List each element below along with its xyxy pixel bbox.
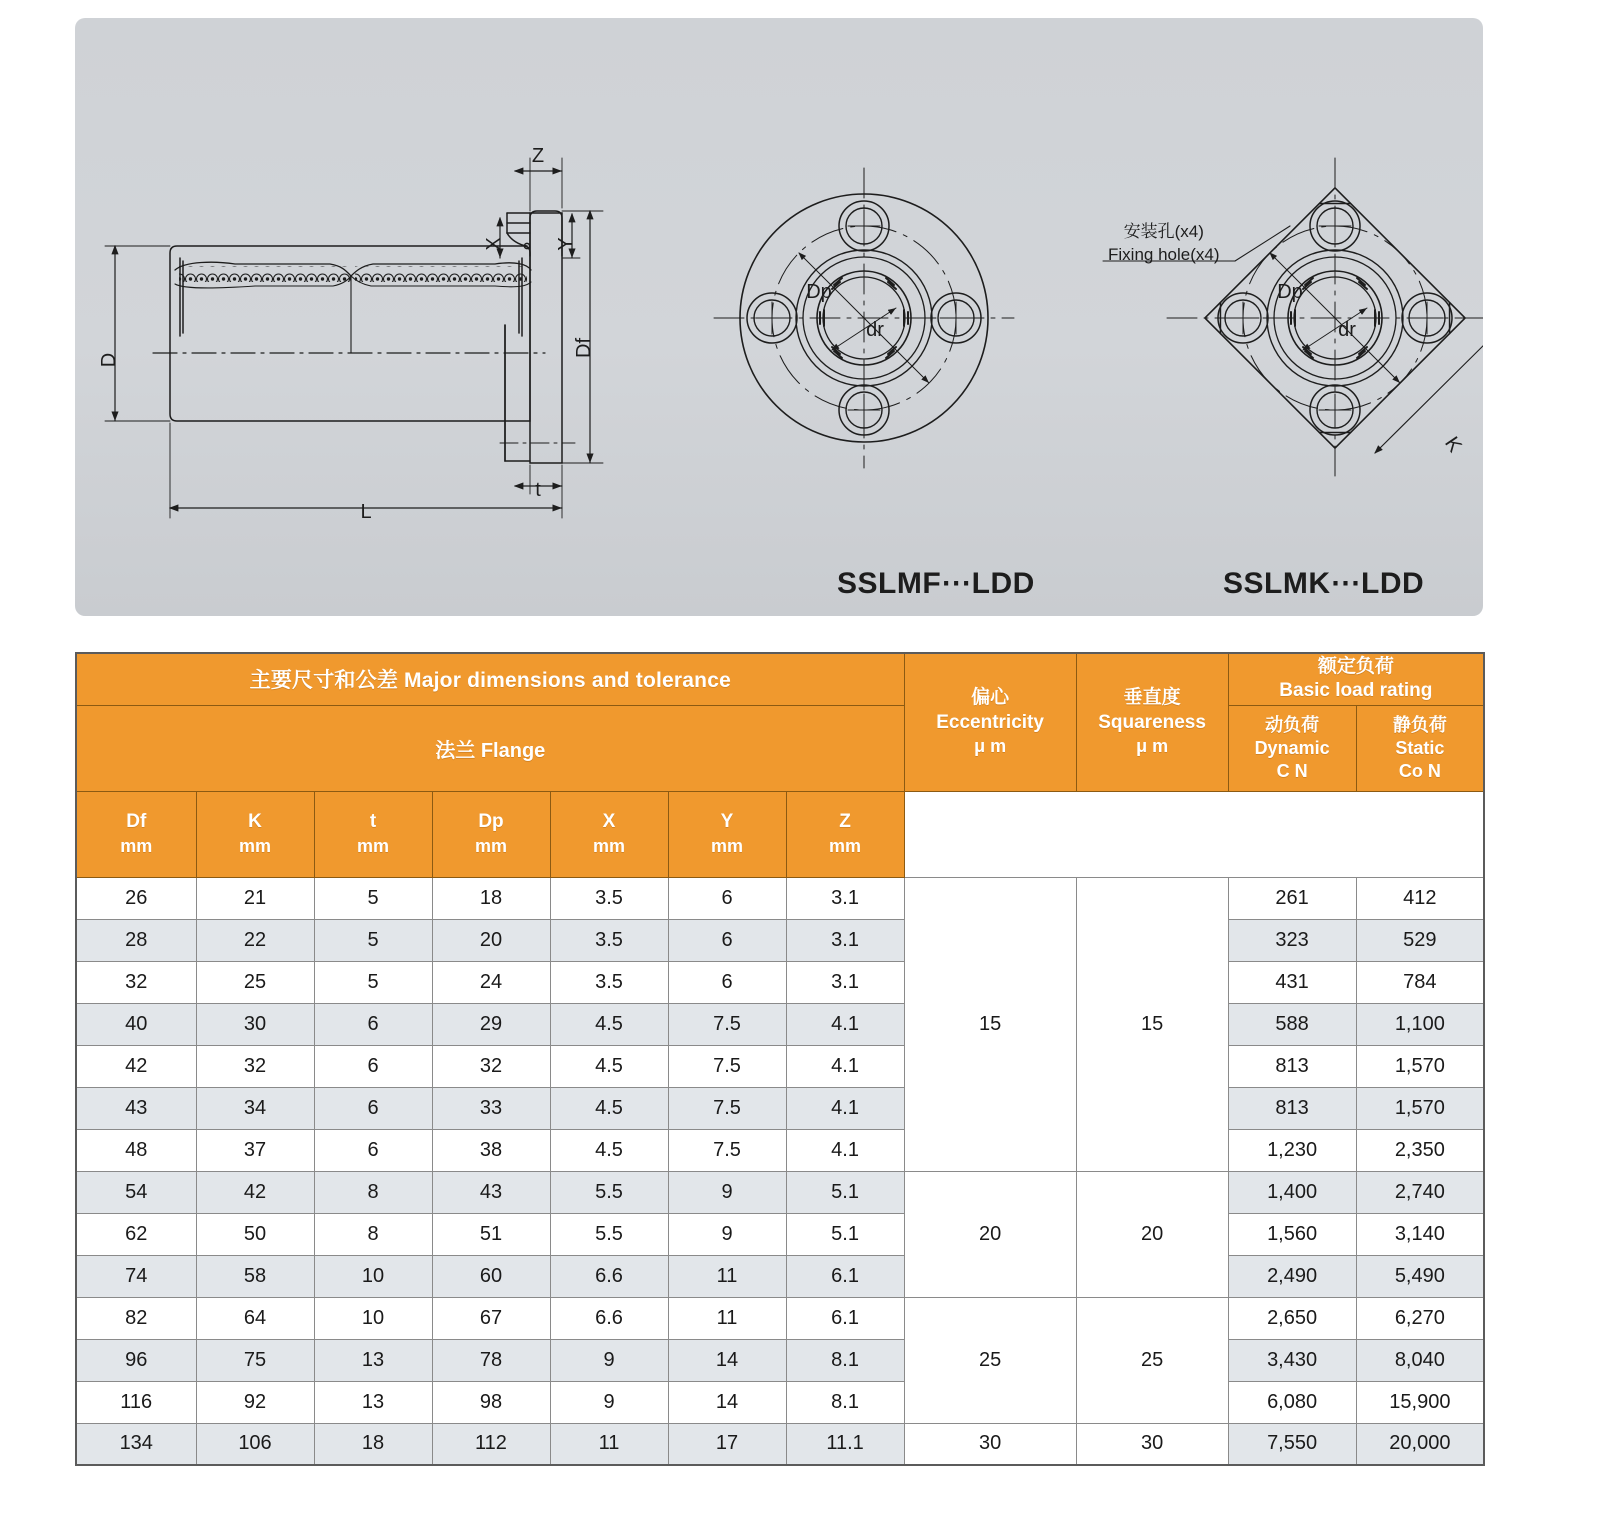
cell-k: 106: [196, 1423, 314, 1465]
cell-dp: 29: [432, 1003, 550, 1045]
column-header-unit: mm: [238, 835, 271, 856]
load-rating-label-en: Basic load rating: [1279, 680, 1433, 702]
cell-df: 28: [76, 919, 196, 961]
cell-static-load: 529: [1356, 919, 1484, 961]
cell-squareness: 20: [1076, 1171, 1228, 1297]
cell-squareness: 30: [1076, 1423, 1228, 1465]
cell-k: 37: [196, 1129, 314, 1171]
cell-t: 6: [314, 1087, 432, 1129]
cell-x: 6.6: [550, 1297, 668, 1339]
cell-x: 11: [550, 1423, 668, 1465]
table-row: [76, 1087, 1484, 1129]
dim-label-t: t: [535, 479, 541, 501]
cell-k: 64: [196, 1297, 314, 1339]
cell-z: 5.1: [786, 1213, 904, 1255]
table-row: [76, 1129, 1484, 1171]
table-body: [76, 877, 1484, 1465]
cell-dp: 43: [432, 1171, 550, 1213]
cell-dynamic-load: 3,430: [1228, 1339, 1356, 1381]
dim-label-K: K: [1440, 432, 1466, 457]
cell-z: 6.1: [786, 1297, 904, 1339]
cell-df: 54: [76, 1171, 196, 1213]
cell-static-load: 784: [1356, 961, 1484, 1003]
column-header-name: Df: [126, 811, 147, 833]
header-basic-load-rating: [1228, 653, 1484, 705]
drawing-svg: [75, 18, 1483, 616]
cell-dp: 20: [432, 919, 550, 961]
cell-y: 7.5: [668, 1129, 786, 1171]
cell-df: 82: [76, 1297, 196, 1339]
column-header-z: [786, 791, 904, 877]
cell-dynamic-load: 588: [1228, 1003, 1356, 1045]
cell-z: 4.1: [786, 1003, 904, 1045]
column-header-name: Y: [720, 811, 734, 833]
cell-static-load: 412: [1356, 877, 1484, 919]
cell-k: 30: [196, 1003, 314, 1045]
column-header-x: [550, 791, 668, 877]
header-row-1: [76, 653, 1484, 705]
cell-x: 4.5: [550, 1129, 668, 1171]
specification-table: [75, 652, 1485, 1466]
cell-t: 10: [314, 1297, 432, 1339]
cell-z: 3.1: [786, 961, 904, 1003]
cell-x: 3.5: [550, 919, 668, 961]
header-squareness: [1076, 653, 1228, 791]
cell-static-load: 1,570: [1356, 1045, 1484, 1087]
cell-eccentricity: 15: [904, 877, 1076, 1171]
cell-dynamic-load: 813: [1228, 1087, 1356, 1129]
column-header-unit: mm: [120, 835, 153, 856]
model-label-sslmf: SSLMF⋯LDD: [837, 567, 1035, 600]
column-header-t: [314, 791, 432, 877]
cell-x: 9: [550, 1339, 668, 1381]
column-header-df: [76, 791, 196, 877]
cell-y: 9: [668, 1171, 786, 1213]
header-flange-group: 法兰 Flange: [76, 705, 904, 791]
cell-t: 13: [314, 1381, 432, 1423]
cell-dynamic-load: 261: [1228, 877, 1356, 919]
cell-df: 48: [76, 1129, 196, 1171]
cell-z: 11.1: [786, 1423, 904, 1465]
cell-dp: 112: [432, 1423, 550, 1465]
cell-dynamic-load: 1,400: [1228, 1171, 1356, 1213]
cell-y: 6: [668, 961, 786, 1003]
cell-df: 32: [76, 961, 196, 1003]
cell-static-load: 15,900: [1356, 1381, 1484, 1423]
cell-z: 4.1: [786, 1129, 904, 1171]
cell-k: 42: [196, 1171, 314, 1213]
cell-squareness: 15: [1076, 877, 1228, 1171]
dim-label-X: X: [483, 237, 505, 251]
cell-t: 6: [314, 1129, 432, 1171]
cell-z: 3.1: [786, 877, 904, 919]
table-row: [76, 1381, 1484, 1423]
cell-dp: 51: [432, 1213, 550, 1255]
cell-dynamic-load: 323: [1228, 919, 1356, 961]
column-header-name: X: [602, 811, 616, 833]
cell-t: 8: [314, 1171, 432, 1213]
cell-df: 40: [76, 1003, 196, 1045]
cell-t: 5: [314, 961, 432, 1003]
cell-t: 13: [314, 1339, 432, 1381]
cell-y: 7.5: [668, 1003, 786, 1045]
cell-x: 3.5: [550, 961, 668, 1003]
cell-dp: 60: [432, 1255, 550, 1297]
table-row: [76, 961, 1484, 1003]
dim-label-Df: Df: [573, 338, 595, 358]
technical-drawing-panel: [75, 18, 1483, 616]
cell-k: 92: [196, 1381, 314, 1423]
squareness-unit: μ m: [1136, 736, 1169, 757]
cell-y: 17: [668, 1423, 786, 1465]
cell-dynamic-load: 813: [1228, 1045, 1356, 1087]
column-header-name: K: [248, 811, 262, 833]
cell-df: 43: [76, 1087, 196, 1129]
cell-dp: 38: [432, 1129, 550, 1171]
table-row: [76, 919, 1484, 961]
column-header-dp: [432, 791, 550, 877]
cell-k: 32: [196, 1045, 314, 1087]
cell-df: 74: [76, 1255, 196, 1297]
cell-static-load: 8,040: [1356, 1339, 1484, 1381]
cell-dp: 32: [432, 1045, 550, 1087]
cell-x: 9: [550, 1381, 668, 1423]
fixing-hole-label-cn: 安装孔(x4): [1123, 222, 1204, 241]
table-row: [76, 1339, 1484, 1381]
table-row: [76, 1255, 1484, 1297]
column-header-unit: mm: [356, 835, 389, 856]
cell-static-load: 3,140: [1356, 1213, 1484, 1255]
squareness-label-en: Squareness: [1098, 711, 1206, 733]
cell-dp: 67: [432, 1297, 550, 1339]
cell-eccentricity: 30: [904, 1423, 1076, 1465]
cell-y: 11: [668, 1255, 786, 1297]
cell-dynamic-load: 1,230: [1228, 1129, 1356, 1171]
header-major-dimensions: 主要尺寸和公差 Major dimensions and tolerance: [76, 653, 904, 705]
cell-k: 22: [196, 919, 314, 961]
cell-static-load: 6,270: [1356, 1297, 1484, 1339]
cell-k: 58: [196, 1255, 314, 1297]
cell-static-load: 1,570: [1356, 1087, 1484, 1129]
table-row: [76, 1297, 1484, 1339]
cell-t: 10: [314, 1255, 432, 1297]
cell-z: 6.1: [786, 1255, 904, 1297]
cell-dynamic-load: 6,080: [1228, 1381, 1356, 1423]
dim-label-dr-square: dr: [1338, 319, 1356, 341]
table-row: [76, 877, 1484, 919]
dim-label-D: D: [98, 352, 120, 368]
cell-static-load: 20,000: [1356, 1423, 1484, 1465]
column-header-unit: mm: [592, 835, 625, 856]
cell-dynamic-load: 2,490: [1228, 1255, 1356, 1297]
cell-z: 4.1: [786, 1045, 904, 1087]
cell-y: 14: [668, 1339, 786, 1381]
cell-df: 96: [76, 1339, 196, 1381]
dim-label-Dp-square: Dp: [1277, 281, 1303, 303]
cell-dp: 24: [432, 961, 550, 1003]
cell-z: 3.1: [786, 919, 904, 961]
column-header-name: Z: [839, 811, 851, 833]
dim-label-Y: Y: [555, 237, 577, 251]
cell-k: 75: [196, 1339, 314, 1381]
eccentricity-unit: μ m: [974, 736, 1007, 757]
column-header-unit: mm: [474, 835, 507, 856]
cell-t: 6: [314, 1003, 432, 1045]
cell-dp: 18: [432, 877, 550, 919]
cell-x: 4.5: [550, 1087, 668, 1129]
header-row-3: [76, 791, 1484, 877]
cell-static-load: 1,100: [1356, 1003, 1484, 1045]
cell-dp: 78: [432, 1339, 550, 1381]
cell-dynamic-load: 431: [1228, 961, 1356, 1003]
cell-t: 5: [314, 877, 432, 919]
static-unit: Co N: [1398, 760, 1441, 781]
table-row: [76, 1171, 1484, 1213]
cell-df: 116: [76, 1381, 196, 1423]
cell-y: 14: [668, 1381, 786, 1423]
cell-z: 4.1: [786, 1087, 904, 1129]
column-header-name: Dp: [478, 811, 504, 833]
cell-static-load: 2,350: [1356, 1129, 1484, 1171]
cell-z: 5.1: [786, 1171, 904, 1213]
cell-y: 6: [668, 919, 786, 961]
cell-k: 50: [196, 1213, 314, 1255]
column-header-k: [196, 791, 314, 877]
dynamic-unit: C N: [1276, 760, 1308, 781]
cell-df: 42: [76, 1045, 196, 1087]
cell-z: 8.1: [786, 1339, 904, 1381]
column-header-unit: mm: [829, 835, 862, 856]
cell-dynamic-load: 7,550: [1228, 1423, 1356, 1465]
cell-eccentricity: 25: [904, 1297, 1076, 1423]
eccentricity-label-en: Eccentricity: [936, 711, 1044, 733]
cell-eccentricity: 20: [904, 1171, 1076, 1297]
fixing-hole-label-en: Fixing hole(x4): [1108, 244, 1220, 264]
cell-static-load: 5,490: [1356, 1255, 1484, 1297]
table-head: [76, 653, 1484, 877]
cell-t: 8: [314, 1213, 432, 1255]
header-dynamic-load: [1228, 705, 1356, 791]
header-static-load: [1356, 705, 1484, 791]
table-row: [76, 1213, 1484, 1255]
static-label-en: Static: [1395, 737, 1445, 758]
header-eccentricity: [904, 653, 1076, 791]
dynamic-label-cn: 动负荷: [1265, 714, 1320, 735]
table-row: [76, 1003, 1484, 1045]
cell-k: 21: [196, 877, 314, 919]
load-rating-label-cn: 额定负荷: [1317, 656, 1394, 677]
column-header-unit: mm: [710, 835, 743, 856]
cell-y: 7.5: [668, 1045, 786, 1087]
specification-table-wrapper: [75, 652, 1483, 1466]
cell-x: 5.5: [550, 1213, 668, 1255]
cell-k: 25: [196, 961, 314, 1003]
cell-dynamic-load: 2,650: [1228, 1297, 1356, 1339]
cell-df: 134: [76, 1423, 196, 1465]
fixing-hole-callout: [1108, 221, 1220, 267]
column-header-y: [668, 791, 786, 877]
model-label-sslmk: SSLMK⋯LDD: [1223, 567, 1425, 600]
dim-label-Z: Z: [531, 145, 545, 167]
cell-y: 11: [668, 1297, 786, 1339]
dynamic-label-en: Dynamic: [1254, 737, 1330, 758]
cell-dp: 33: [432, 1087, 550, 1129]
cell-y: 9: [668, 1213, 786, 1255]
cell-y: 7.5: [668, 1087, 786, 1129]
static-label-cn: 静负荷: [1392, 714, 1447, 735]
dim-label-Dp-round: Dp: [806, 281, 832, 303]
dim-label-dr-round: dr: [866, 319, 884, 341]
cell-x: 6.6: [550, 1255, 668, 1297]
cell-dp: 98: [432, 1381, 550, 1423]
cell-t: 18: [314, 1423, 432, 1465]
eccentricity-label-cn: 偏心: [971, 686, 1010, 708]
cell-squareness: 25: [1076, 1297, 1228, 1423]
cell-dynamic-load: 1,560: [1228, 1213, 1356, 1255]
table-row: [76, 1045, 1484, 1087]
header-row-2: [76, 705, 1484, 791]
cell-y: 6: [668, 877, 786, 919]
table-row: [76, 1423, 1484, 1465]
cell-static-load: 2,740: [1356, 1171, 1484, 1213]
cell-x: 5.5: [550, 1171, 668, 1213]
cell-x: 4.5: [550, 1045, 668, 1087]
dim-label-L: L: [360, 501, 372, 523]
cell-t: 6: [314, 1045, 432, 1087]
cell-df: 26: [76, 877, 196, 919]
cell-df: 62: [76, 1213, 196, 1255]
squareness-label-cn: 垂直度: [1123, 686, 1181, 708]
column-header-name: t: [369, 811, 377, 833]
cell-x: 4.5: [550, 1003, 668, 1045]
cell-z: 8.1: [786, 1381, 904, 1423]
cell-x: 3.5: [550, 877, 668, 919]
cell-t: 5: [314, 919, 432, 961]
cell-k: 34: [196, 1087, 314, 1129]
